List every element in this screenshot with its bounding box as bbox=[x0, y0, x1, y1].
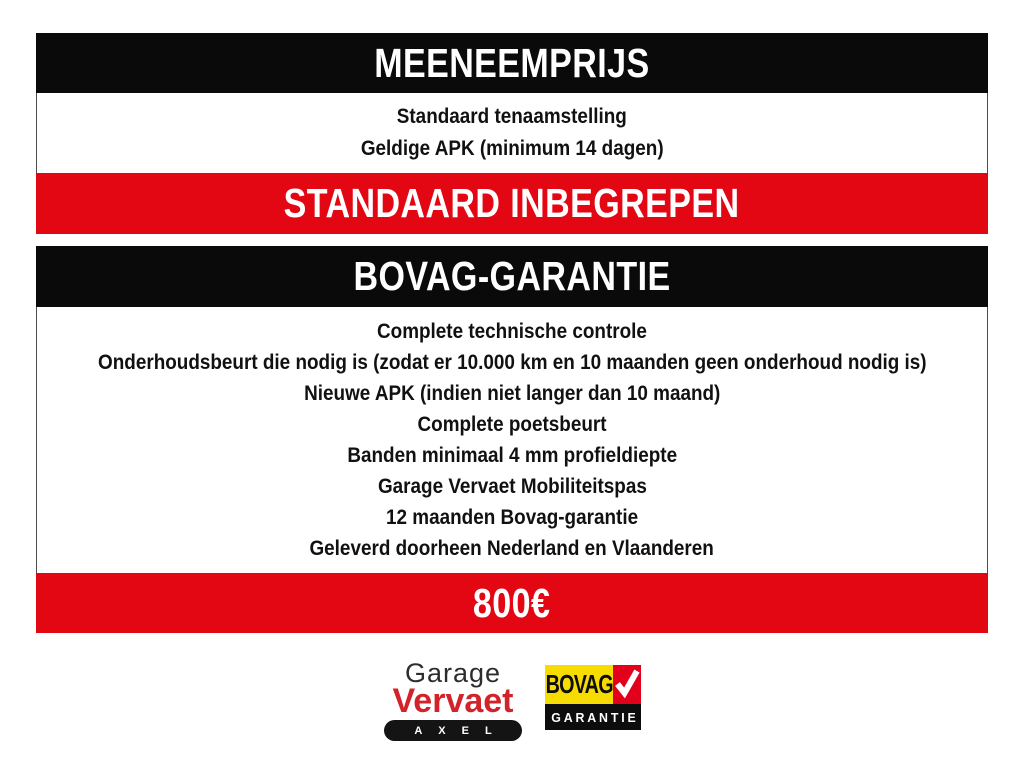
list-item-label: Geldige APK (minimum 14 dagen) bbox=[360, 137, 664, 160]
list-item bbox=[287, 533, 736, 564]
garantie-label: GARANTIE bbox=[550, 709, 639, 725]
list-item-label: Complete technische controle bbox=[377, 320, 647, 343]
bovag-garantie-logo bbox=[545, 665, 641, 730]
bovag-yellow-panel bbox=[545, 665, 613, 704]
list-item bbox=[344, 133, 680, 165]
list-item bbox=[372, 502, 652, 533]
list-item-label: Banden minimaal 4 mm profieldiepte bbox=[347, 444, 677, 467]
meeneemprijs-card bbox=[36, 33, 988, 234]
axel-label: AXEL bbox=[414, 724, 508, 737]
bovag-items-section bbox=[36, 307, 988, 573]
list-item-label: Onderhoudsbeurt die nodig is (zodat er 10.000 km en 10 maanden geen onderhoud nodig is) bbox=[97, 351, 927, 374]
standaard-inbegrepen-bar bbox=[36, 173, 988, 234]
list-item-label: Nieuwe APK (indien niet langer dan 10 maand) bbox=[303, 382, 721, 405]
bovag-red-panel bbox=[613, 665, 641, 704]
list-item bbox=[329, 440, 695, 471]
list-item bbox=[363, 471, 662, 502]
price-label: 800€ bbox=[473, 579, 551, 626]
price-bar bbox=[36, 573, 988, 633]
list-item bbox=[407, 409, 617, 440]
list-item bbox=[52, 347, 973, 378]
garage-vervaet-logo bbox=[383, 660, 523, 741]
list-item bbox=[281, 378, 743, 409]
footer-logos bbox=[36, 633, 988, 767]
bovag-checkmark-icon bbox=[614, 665, 640, 704]
list-item bbox=[384, 101, 640, 133]
bovag-garantie-header-bar bbox=[36, 246, 988, 307]
standaard-inbegrepen-label: STANDAARD INBEGREPEN bbox=[284, 180, 740, 226]
meeneemprijs-header-bar bbox=[36, 33, 988, 93]
list-item-label: Complete poetsbeurt bbox=[417, 413, 607, 436]
list-item-label: 12 maanden Bovag-garantie bbox=[385, 506, 639, 529]
list-item-label: Garage Vervaet Mobiliteitspas bbox=[377, 475, 647, 498]
meeneemprijs-title: MEENEEMPRIJS bbox=[374, 39, 650, 86]
axel-badge bbox=[384, 720, 522, 741]
bovag-garantie-bar bbox=[545, 704, 641, 730]
vervaet-wordmark: Vervaet bbox=[392, 682, 514, 720]
standaard-items-section bbox=[36, 93, 988, 173]
section-gap bbox=[36, 234, 988, 246]
list-item bbox=[362, 316, 662, 347]
list-item-label: Geleverd doorheen Nederland en Vlaanderen bbox=[309, 537, 715, 560]
bovag-logo-top bbox=[545, 665, 641, 704]
garage-wordmark: Garage bbox=[404, 658, 502, 688]
bovag-label: BOVAG bbox=[545, 669, 613, 699]
list-item-label: Standaard tenaamstelling bbox=[396, 105, 628, 128]
bovag-garantie-card bbox=[36, 246, 988, 633]
bovag-garantie-title: BOVAG-GARANTIE bbox=[353, 253, 671, 299]
